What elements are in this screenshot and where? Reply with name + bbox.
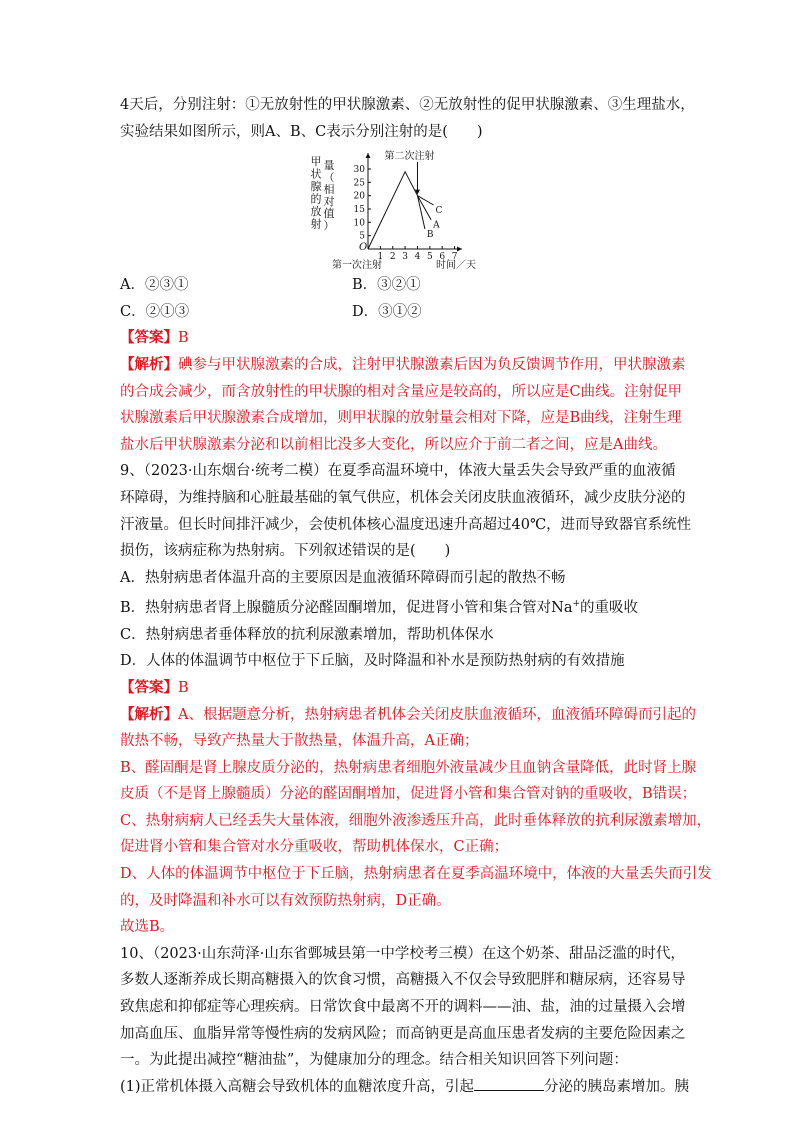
- y-tick-label: 25: [353, 178, 365, 189]
- y-tick-label: 15: [353, 205, 365, 216]
- q9-option-b-sup: +: [572, 599, 581, 610]
- q9-analysis-line-8: 的，及时降温和补水可以有效预防热射病，D正确。: [120, 892, 451, 909]
- y-axis-label-char: 量: [323, 159, 335, 173]
- q8-analysis-line-4: 盐水后甲状腺激素分泌和以前相比没多大变化，所以应介于前二者之间，应是A曲线。: [120, 436, 667, 453]
- series-label-b: B: [426, 230, 434, 241]
- q9-analysis-line-6: 促进肾小管和集合管对水分重吸收，帮助机体保水，C正确；: [120, 839, 509, 856]
- y-axis-label-char: 腺: [310, 180, 322, 194]
- q8-answer-value: B: [178, 330, 189, 347]
- y-axis-label-char: 射: [310, 217, 322, 231]
- y-axis-label-char: ）: [323, 219, 335, 233]
- q9-option-b-tail: 的重吸收: [580, 600, 639, 617]
- first-injection-label: 第一次注射: [332, 260, 382, 272]
- q10-stem-line-2: 多数人逐渐养成长期高糖摄入的饮食习惯，高糖摄入不仅会导致肥胖和糖尿病，还容易导: [120, 972, 686, 989]
- q8-stem-line-1: 4天后，分别注射：①无放射性的甲状腺激素、②无放射性的促甲状腺激素、③生理盐水，: [120, 97, 695, 113]
- y-axis-arrow: [366, 153, 371, 158]
- q9-answer-label: 【答案】: [120, 678, 178, 696]
- q8-option-b[interactable]: B．③②①: [352, 277, 421, 294]
- q9-option-d[interactable]: D．人体的体温调节中枢位于下丘脑，及时降温和补水是预防热射病的有效措施: [120, 653, 625, 670]
- q10-sub1-blank[interactable]: [474, 1076, 544, 1091]
- y-axis-label: [311, 155, 335, 232]
- thyroid-radioactivity-chart: [310, 145, 510, 272]
- y-axis-label-char: 状: [310, 167, 322, 181]
- q8-analysis-text: 碘参与甲状腺激素的合成，注射甲状腺激素后因为负反馈调节作用，甲状腺激素: [178, 356, 686, 373]
- q9-analysis-line-1: [120, 702, 696, 729]
- series-label-a: A: [433, 220, 440, 231]
- q9-stem-line-2: 环障碍，为维持脑和心脏最基础的氧气供应，机体会关闭皮肤血液循环，减少皮肤分泌的: [120, 489, 686, 506]
- q9-analysis-label: 【解析】: [120, 705, 178, 723]
- y-axis-label-char: 甲: [310, 155, 322, 169]
- q9-option-a[interactable]: A．热射病患者体温升高的主要原因是血液循环障碍而引起的散热不畅: [120, 569, 566, 586]
- q9-analysis-line-4: 皮质（不是肾上腺髓质）分泌的醛固酮增加，促进肾小管和集合管对钠的重吸收，B错误；: [120, 786, 697, 803]
- q9-option-b[interactable]: [120, 591, 690, 621]
- y-tick-label: 30: [353, 165, 365, 176]
- q9-stem-line-4: 损伤，该病症称为热射病。下列叙述错误的是( ): [120, 543, 451, 560]
- q10-stem-line-5: 一。为此提出减控“糖油盐”，为健康加分的理念。结合相关知识回答下列问题：: [120, 1052, 628, 1069]
- q8-option-a[interactable]: A．②③①: [120, 277, 189, 294]
- q8-figure: [120, 145, 690, 272]
- x-axis-arrow: [457, 247, 462, 252]
- y-tick-label: 5: [359, 231, 365, 242]
- x-tick-label: 4: [414, 252, 421, 263]
- series-label-c: C: [435, 206, 443, 217]
- second-injection-label: 第二次注射: [384, 151, 435, 163]
- q8-answer-label: 【答案】: [120, 329, 178, 347]
- x-tick-label: 3: [402, 252, 408, 263]
- q9-analysis-line-7: D、人体的体温调节中枢位于下丘脑，热射病患者在夏季高温环境中，体液的大量丢失而引发: [120, 866, 712, 883]
- q8-answer: [120, 325, 690, 352]
- q8-option-c[interactable]: C．②①③: [120, 303, 190, 320]
- x-tick-label: 1: [377, 252, 384, 263]
- x-tick-label: 6: [439, 252, 446, 263]
- y-axis-label-char: 的: [310, 192, 322, 206]
- x-tick-label: 5: [426, 252, 433, 263]
- q10-stem-line-3: 致焦虑和抑郁症等心理疾病。日常饮食中最离不开的调料——油、盐，油的过量摄入会增: [120, 999, 686, 1016]
- q9-analysis-text: A、根据题意分析，热射病患者机体会关闭皮肤血液循环，血液循环障碍而引起的: [178, 706, 696, 723]
- q9-stem-line-3: 汗液量。但长时间排汗减少，会使机体核心温度迅速升高超过40℃，进而导致器官系统性: [120, 516, 692, 533]
- q10-sub1-text: (1)正常机体摄入高糖会导致机体的血糖浓度升高，引起: [120, 1078, 475, 1095]
- series-line-b: [418, 196, 425, 229]
- y-axis-label-char: （: [323, 171, 335, 185]
- q8-analysis-label: 【解析】: [120, 355, 178, 373]
- q9-conclusion: 故选B。: [120, 919, 175, 936]
- y-tick-label: 10: [353, 218, 365, 229]
- q8-stem-line-2: 实验结果如图所示，则A、B、C表示分别注射的是( ): [120, 123, 483, 140]
- q10-stem-line-1: 10、（2023·山东菏泽·山东省鄄城县第一中学校考三模）在这个奶茶、甜品泛滥的时代，: [120, 945, 685, 962]
- x-tick-label: 7: [451, 252, 458, 263]
- q9-analysis-line-5: C、热射病病人已经丢失大量体液，细胞外液渗透压升高，此时垂体释放的抗利尿激素增加，: [120, 812, 712, 829]
- q10-sub1: [120, 1074, 690, 1101]
- q8-options-row-2: [120, 299, 690, 326]
- q9-answer-value: B: [178, 679, 189, 696]
- document-page: [120, 92, 712, 1100]
- origin-label: O: [359, 242, 368, 254]
- y-axis-label-char: 放: [310, 205, 322, 219]
- q8-options-row-1: [120, 272, 690, 299]
- q8-analysis-line-2: 的合成会减少，而含放射性的甲状腺的相对含量应是较高的，所以应是C曲线。注射促甲: [120, 383, 683, 400]
- y-axis-label-char: 对: [323, 195, 335, 209]
- q10-sub1-tail: 分泌的胰岛素增加。胰: [544, 1078, 690, 1095]
- y-tick-label: 20: [353, 191, 365, 202]
- q9-answer: [120, 675, 690, 702]
- q9-analysis-line-3: B、醛固酮是肾上腺皮质分泌的，热射病患者细胞外液量减少且血钠含量降低，此时肾上腺: [120, 759, 697, 776]
- q9-stem-line-1: 9、（2023·山东烟台·统考二模）在夏季高温环境中，体液大量丢失会导致严重的血液循: [120, 463, 676, 480]
- q8-analysis-line-1: [120, 352, 690, 379]
- q9-option-b-text: B．热射病患者肾上腺髓质分泌醛固酮增加，促进肾小管和集合管对Na: [120, 600, 573, 617]
- x-tick-label: 2: [389, 252, 396, 263]
- q9-analysis-line-2: 散热不畅，导致产热量大于散热量，体温升高，A正确；: [120, 733, 479, 750]
- q8-analysis-line-3: 状腺激素后甲状腺激素合成增加，则甲状腺的放射量会相对下降，应是B曲线，注射生理: [120, 410, 682, 427]
- q8-option-d[interactable]: D．③①②: [352, 303, 422, 320]
- y-axis-label-char: 值: [323, 207, 335, 221]
- x-axis-label: 时间／天: [436, 260, 476, 272]
- series-line-c: [368, 172, 434, 249]
- q9-option-c[interactable]: C．热射病患者垂体释放的抗利尿激素增加，帮助机体保水: [120, 626, 494, 643]
- q10-stem-line-4: 加高血压、血脂异常等慢性病的发病风险；而高钠更是高血压患者发病的主要危险因素之: [120, 1025, 686, 1042]
- y-axis-label-char: 相: [323, 183, 335, 197]
